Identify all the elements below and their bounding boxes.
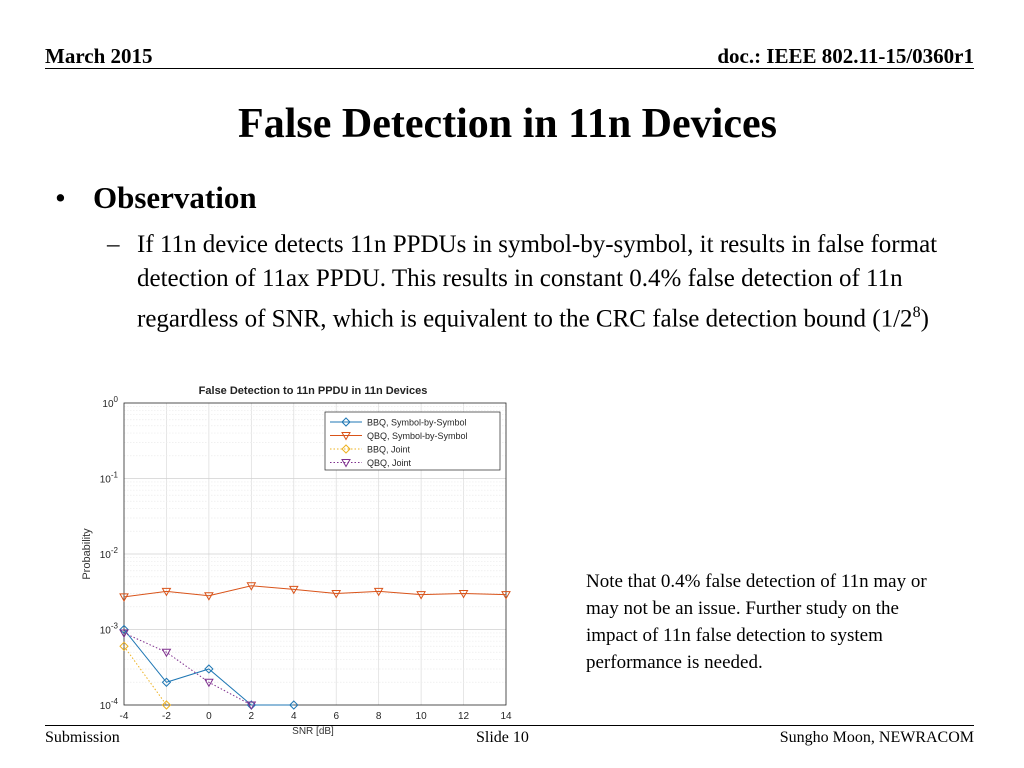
- y-tick-label: $10^{-3}$: [99, 621, 118, 637]
- slide-title: False Detection in 11n Devices: [238, 101, 777, 147]
- footer-author: Sungho Moon, NEWRACOM: [779, 729, 974, 746]
- legend-entry: QBQ, Symbol-by-Symbol: [367, 431, 468, 441]
- y-tick-label: $10^{-1}$: [99, 470, 118, 486]
- x-axis-label: SNR [dB]: [292, 726, 334, 737]
- y-axis-label: Probability: [81, 528, 93, 580]
- x-tick-label: 14: [500, 711, 512, 722]
- legend-entry: QBQ, Joint: [367, 458, 412, 468]
- series-line: [124, 586, 506, 597]
- x-tick-label: 4: [290, 711, 297, 722]
- note-text: Note that 0.4% false detection of 11n may or may not be an issue. Further study on the impact of 11n false detection to system performance is needed.: [586, 571, 927, 673]
- x-tick-label: 10: [415, 711, 427, 722]
- x-tick-label: 6: [333, 711, 340, 722]
- header-date: March 2015: [45, 44, 153, 68]
- footer-submission: Submission: [45, 729, 120, 746]
- chart-title: False Detection to 11n PPDU in 11n Devices: [198, 385, 428, 397]
- header-rule: [45, 68, 974, 69]
- y-tick-label: $10^{-4}$: [99, 697, 118, 712]
- sub-bullet: [107, 228, 977, 336]
- sub-bullet-main: If 11n device detects 11n PPDUs in symbol-by-symbol, it results in false format detection of 11ax PPDU. This results in constant 0.4% false detection of 11n regardless of SNR, which is equivalent to the CRC false detection bound (1/2: [137, 231, 938, 333]
- sub-bullet-superscript: 8: [912, 304, 921, 321]
- x-tick-label: 8: [375, 711, 382, 722]
- footer-slide-number: Slide 10: [476, 729, 529, 746]
- x-tick-label: 12: [457, 711, 470, 722]
- x-tick-label: 2: [248, 711, 255, 722]
- chart-series: [120, 583, 510, 709]
- legend-entry: BBQ, Joint: [367, 444, 411, 455]
- bullet-heading: Observation: [93, 180, 257, 215]
- bullet-icon: •: [55, 180, 66, 215]
- legend-entry: BBQ, Symbol-by-Symbol: [367, 417, 467, 428]
- sub-bullet-text: [137, 228, 977, 336]
- bullet-item: [55, 180, 257, 216]
- series-line: [124, 646, 166, 705]
- false-detection-chart: [72, 378, 532, 740]
- dash-icon: –: [107, 231, 120, 258]
- x-tick-label: 0: [206, 711, 212, 722]
- x-tick-label: -4: [119, 711, 129, 722]
- x-tick-label: -2: [161, 711, 171, 722]
- sub-bullet-end: ): [920, 305, 929, 333]
- header-doc-id: doc.: IEEE 802.11-15/0360r1: [717, 44, 974, 68]
- chart-legend: [325, 412, 500, 470]
- y-tick-label: $10^0$: [102, 395, 118, 410]
- y-tick-label: $10^{-2}$: [99, 546, 118, 561]
- footer-rule: [45, 725, 974, 726]
